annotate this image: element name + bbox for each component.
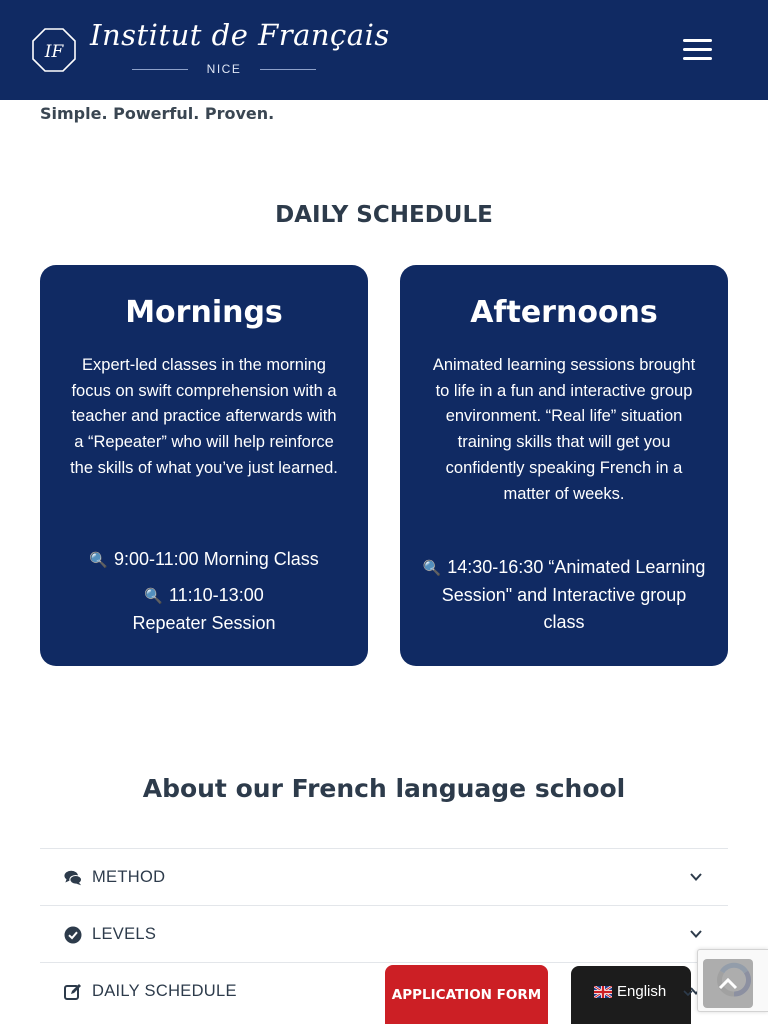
chevron-down-icon <box>683 988 693 998</box>
time-slot: 🔍 11:10-13:00 Repeater Session <box>132 585 276 633</box>
chevron-up-icon <box>703 959 753 1008</box>
mornings-card <box>40 265 368 666</box>
language-switcher[interactable] <box>571 966 691 1024</box>
card-title: Afternoons <box>470 295 658 330</box>
schedule-title: DAILY SCHEDULE <box>275 202 493 228</box>
card-description: Animated learning sessions brought to life in a fun and interactive group environment. “Real life” situation training skills that will get you confidently speaking French in a matter of weeks. <box>432 356 696 503</box>
accordion-label: DAILY SCHEDULE <box>92 982 237 1000</box>
card-times <box>420 554 708 644</box>
logo-subtitle-row <box>132 62 316 76</box>
hamburger-bar <box>683 48 712 51</box>
magnifying-glass-icon: 🔍 <box>89 552 108 569</box>
back-to-top-button[interactable] <box>703 959 753 1008</box>
logo-divider-right <box>260 69 316 70</box>
uk-flag-icon <box>594 986 612 998</box>
magnifying-glass-icon: 🔍 <box>144 588 163 605</box>
language-label: English <box>617 983 667 1000</box>
hamburger-bar <box>683 57 712 60</box>
time-slot: 🔍 14:30-16:30 “Animated Learning Session" and Interactive group class <box>422 557 706 632</box>
about-title: About our French language school <box>142 774 626 803</box>
card-title: Mornings <box>125 295 283 330</box>
edit-icon <box>64 983 82 1001</box>
logo-emblem-icon[interactable] <box>31 27 77 73</box>
logo-title[interactable]: Institut de Français <box>90 18 390 52</box>
accordion-item-levels[interactable] <box>40 905 728 962</box>
logo-subtitle: NICE <box>206 62 242 76</box>
time-slot: 🔍 9:00-11:00 Morning Class <box>60 546 348 574</box>
site-header <box>0 0 768 100</box>
logo-monogram: IF <box>44 42 64 62</box>
magnifying-glass-icon: 🔍 <box>422 560 442 577</box>
card-times <box>60 546 348 645</box>
check-circle-icon <box>64 926 82 944</box>
accordion-label: METHOD <box>92 868 166 886</box>
afternoons-card <box>400 265 728 666</box>
accordion-item-method[interactable] <box>40 848 728 905</box>
application-form-button[interactable]: APPLICATION FORM <box>385 965 548 1024</box>
hamburger-menu-icon[interactable] <box>683 38 712 62</box>
tagline: Simple. Powerful. Proven. <box>40 104 275 123</box>
comments-icon <box>64 869 82 887</box>
card-description: Expert-led classes in the morning focus on swift comprehension with a teacher and practice afterwards with a “Repeater” who will help reinforce the skills of what you’ve just learned. <box>70 356 338 477</box>
hamburger-bar <box>683 39 712 42</box>
chevron-down-icon <box>688 926 704 942</box>
accordion-label: LEVELS <box>92 925 157 943</box>
chevron-down-icon <box>688 869 704 885</box>
